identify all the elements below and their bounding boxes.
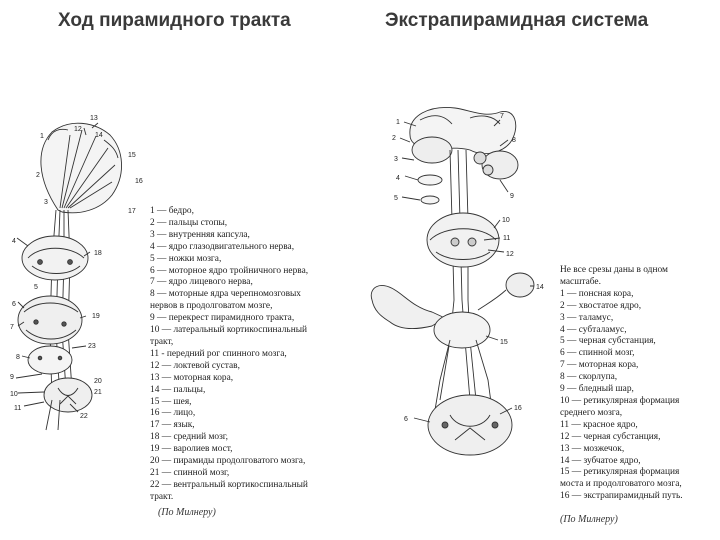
right-legend-line: 15 — ретикулярная формация bbox=[560, 467, 680, 478]
right-legend-line: 7 — моторная кора, bbox=[560, 360, 639, 371]
left-legend-line: 5 — ножки мозга, bbox=[150, 253, 222, 264]
callout-7: 7 bbox=[10, 324, 14, 331]
callout-r12: 12 bbox=[506, 251, 514, 258]
left-legend-line: 8 — моторные ядра черепномозговых bbox=[150, 289, 301, 300]
left-legend-line: 13 — моторная кора, bbox=[150, 372, 234, 383]
left-legend-line: 12 — локтевой сустав, bbox=[150, 360, 240, 371]
callout-10: 10 bbox=[10, 391, 18, 398]
right-legend-line: 14 — зубчатое ядро, bbox=[560, 455, 641, 466]
left-legend-line: тракт. bbox=[150, 491, 174, 502]
right-legend-line: 3 — таламус, bbox=[560, 312, 614, 323]
right-legend-line: Не все срезы даны в одном bbox=[560, 265, 668, 275]
callout-8: 8 bbox=[16, 354, 20, 361]
right-legend-line: 1 — понсная кора, bbox=[560, 288, 634, 299]
left-legend-line: 11 - передний рог спинного мозга, bbox=[150, 348, 287, 359]
callout-2: 2 bbox=[36, 172, 40, 179]
right-credit: (По Милнеру) bbox=[560, 514, 618, 525]
right-legend-line: 5 — черная субстанция, bbox=[560, 336, 656, 347]
pyramidal-tract-drawing bbox=[16, 123, 122, 430]
callout-r4: 4 bbox=[396, 175, 400, 182]
callout-r7: 7 bbox=[500, 113, 504, 120]
left-legend-line: 1 — бедро, bbox=[150, 206, 194, 216]
left-legend-line: 20 — пирамиды продолговатого мозга, bbox=[150, 456, 306, 467]
callout-6: 6 bbox=[12, 301, 16, 308]
left-legend-line: 16 — лицо, bbox=[150, 408, 196, 419]
callout-17: 17 bbox=[128, 208, 136, 215]
callout-r15: 15 bbox=[500, 339, 508, 346]
left-legend-line: 4 — ядро глазодвигательного нерва, bbox=[150, 241, 295, 252]
right-legend-line: среднего мозга, bbox=[560, 407, 623, 418]
left-legend-line: 15 — шея, bbox=[150, 396, 192, 407]
callout-r8: 8 bbox=[512, 137, 516, 144]
callout-21: 21 bbox=[94, 389, 102, 396]
left-credit: (По Милнеру) bbox=[158, 507, 216, 518]
callout-r5: 5 bbox=[394, 195, 398, 202]
callout-r9: 9 bbox=[510, 193, 514, 200]
left-diagram-title: Ход пирамидного тракта bbox=[58, 10, 291, 31]
left-legend-line: 2 — пальцы стопы, bbox=[150, 217, 228, 228]
callout-13: 13 bbox=[90, 115, 98, 122]
callout-r3: 3 bbox=[394, 156, 398, 163]
right-legend-line: 12 — черная субстанция, bbox=[560, 431, 661, 442]
left-legend-line: нервов в продолговатом мозге, bbox=[150, 301, 273, 312]
callout-11: 11 bbox=[14, 405, 22, 412]
callout-r6: 6 bbox=[404, 416, 408, 423]
pyramidal-legend bbox=[150, 206, 350, 504]
right-legend-line: 11 — красное ядро, bbox=[560, 419, 638, 430]
callout-12: 12 bbox=[74, 126, 82, 133]
left-legend-line: 7 — ядро лицевого нерва, bbox=[150, 277, 253, 288]
callout-r2: 2 bbox=[392, 135, 396, 142]
left-legend-line: 17 — язык, bbox=[150, 420, 195, 431]
left-legend-line: 3 — внутренняя капсула, bbox=[150, 229, 250, 240]
right-legend-line: 10 — ретикулярная формация bbox=[560, 395, 680, 406]
left-legend-line: 14 — пальцы, bbox=[150, 384, 206, 395]
callout-r11: 11 bbox=[503, 235, 511, 242]
callout-20: 20 bbox=[94, 378, 102, 385]
callout-r16: 16 bbox=[514, 405, 522, 412]
right-legend-line: масштабе. bbox=[560, 276, 601, 287]
right-legend-line: 13 — мозжечок, bbox=[560, 443, 625, 454]
left-legend-line: 9 — перекрест пирамидного тракта, bbox=[150, 313, 295, 324]
left-legend-line: 19 — варолиев мост, bbox=[150, 444, 233, 455]
callout-14: 14 bbox=[95, 132, 103, 139]
callout-r10: 10 bbox=[502, 217, 510, 224]
right-legend-line: 2 — хвостатое ядро, bbox=[560, 300, 642, 311]
callout-9: 9 bbox=[10, 374, 14, 381]
left-legend-line: 6 — моторное ядро тройничного нерва, bbox=[150, 265, 309, 276]
callout-18: 18 bbox=[94, 250, 102, 257]
callout-19: 19 bbox=[92, 313, 100, 320]
right-diagram-title: Экстрапирамидная система bbox=[385, 10, 649, 31]
callout-5: 5 bbox=[34, 284, 38, 291]
callout-1: 1 bbox=[40, 133, 44, 140]
callout-23: 23 bbox=[88, 343, 96, 350]
left-legend-line: тракт, bbox=[150, 336, 174, 347]
left-legend-line: 21 — спинной мозг, bbox=[150, 467, 230, 478]
callout-16: 16 bbox=[135, 178, 143, 185]
right-legend-line: 6 — спинной мозг, bbox=[560, 348, 635, 359]
callout-22: 22 bbox=[80, 413, 88, 420]
callout-r1: 1 bbox=[396, 119, 400, 126]
right-legend-line: моста и продолговатого мозга, bbox=[560, 479, 682, 490]
left-legend-line: 22 — вентральный кортикоспинальный bbox=[150, 479, 308, 490]
right-legend-line: 4 — субталамус, bbox=[560, 324, 627, 335]
callout-3: 3 bbox=[44, 199, 48, 206]
left-legend-line: 10 — латеральный кортикоспинальный bbox=[150, 325, 308, 336]
right-legend-line: 8 — скорлупа, bbox=[560, 372, 618, 383]
callout-4: 4 bbox=[12, 238, 16, 245]
left-legend-line: 18 — средний мозг, bbox=[150, 432, 228, 443]
callout-15: 15 bbox=[128, 152, 136, 159]
right-legend-line: 9 — бледный шар, bbox=[560, 384, 634, 395]
extrapyramidal-legend bbox=[560, 265, 718, 503]
right-legend-line: 16 — экстрапирамидный путь. bbox=[560, 491, 683, 502]
callout-r14: 14 bbox=[536, 284, 544, 291]
